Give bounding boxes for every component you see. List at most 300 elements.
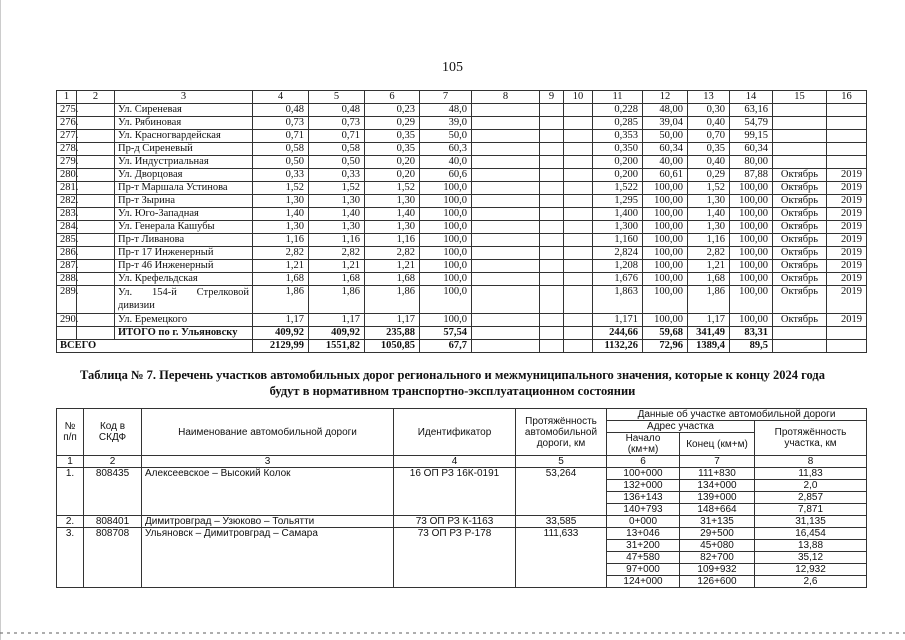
street-name: Ул. Дворцовая — [115, 169, 253, 182]
row-number: 290. — [57, 314, 77, 327]
value-cell: 0,20 — [365, 156, 420, 169]
table-row — [57, 247, 867, 260]
row-number: 282. — [57, 195, 77, 208]
empty-cell — [540, 117, 564, 130]
empty-cell — [540, 314, 564, 327]
empty-cell — [77, 182, 115, 195]
value-cell: 1,52 — [309, 182, 365, 195]
empty-cell — [827, 340, 867, 353]
road-code: 808401 — [84, 516, 142, 528]
value-cell: 0,285 — [593, 117, 643, 130]
empty-cell — [540, 156, 564, 169]
value-cell: 87,88 — [730, 169, 773, 182]
value-cell: 100,0 — [420, 208, 472, 221]
table-row — [57, 182, 867, 195]
row-number: 279. — [57, 156, 77, 169]
empty-cell — [540, 247, 564, 260]
empty-cell — [472, 247, 540, 260]
empty-cell — [564, 286, 593, 314]
section-start: 13+046 — [607, 528, 680, 540]
value-cell: 2,82 — [688, 247, 730, 260]
value-cell: 100,00 — [730, 247, 773, 260]
value-cell: 100,0 — [420, 182, 472, 195]
value-cell: 100,00 — [643, 221, 688, 234]
month-cell — [773, 143, 827, 156]
value-cell: 1,676 — [593, 273, 643, 286]
value-cell: 1,68 — [309, 273, 365, 286]
month-cell: Октябрь — [773, 286, 827, 314]
value-cell: 0,33 — [309, 169, 365, 182]
column-number: 6 — [365, 91, 420, 104]
empty-cell — [564, 169, 593, 182]
section-start: 132+000 — [607, 480, 680, 492]
total-value: 2129,99 — [253, 340, 309, 353]
empty-cell — [77, 273, 115, 286]
year-cell: 2019 — [827, 169, 867, 182]
empty-cell — [564, 143, 593, 156]
value-cell: 1,21 — [309, 260, 365, 273]
column-number: 15 — [773, 91, 827, 104]
column-number: 1 — [57, 91, 77, 104]
row-number: 285. — [57, 234, 77, 247]
year-cell — [827, 117, 867, 130]
value-cell: 40,00 — [643, 156, 688, 169]
column-number: 8 — [472, 91, 540, 104]
value-cell: 100,00 — [730, 182, 773, 195]
column-number: 2 — [77, 91, 115, 104]
column-number: 1 — [57, 456, 84, 468]
section-end: 82+700 — [680, 552, 755, 564]
value-cell: 0,73 — [253, 117, 309, 130]
column-number: 8 — [755, 456, 867, 468]
year-cell: 2019 — [827, 195, 867, 208]
value-cell: 1,40 — [365, 208, 420, 221]
street-name: Пр-д Сиреневый — [115, 143, 253, 156]
total-value: 409,92 — [253, 327, 309, 340]
empty-cell — [472, 327, 540, 340]
empty-cell — [564, 130, 593, 143]
section-end: 29+500 — [680, 528, 755, 540]
value-cell: 1,208 — [593, 260, 643, 273]
table-row — [57, 516, 867, 528]
table-row — [57, 117, 867, 130]
value-cell: 1,86 — [688, 286, 730, 314]
empty-cell — [77, 327, 115, 340]
empty-cell — [564, 104, 593, 117]
section-start: 47+580 — [607, 552, 680, 564]
empty-cell — [773, 340, 827, 353]
section-length: 11,83 — [755, 468, 867, 480]
value-cell: 2,82 — [365, 247, 420, 260]
street-name: Пр-т Ливанова — [115, 234, 253, 247]
row-number: 280. — [57, 169, 77, 182]
section-start: 136+143 — [607, 492, 680, 504]
value-cell: 100,00 — [643, 260, 688, 273]
year-cell: 2019 — [827, 273, 867, 286]
value-cell: 1,52 — [253, 182, 309, 195]
value-cell: 0,350 — [593, 143, 643, 156]
value-cell: 1,16 — [253, 234, 309, 247]
value-cell: 1,68 — [365, 273, 420, 286]
section-start: 97+000 — [607, 564, 680, 576]
section-length: 7,871 — [755, 504, 867, 516]
value-cell: 100,00 — [730, 314, 773, 327]
empty-cell — [77, 104, 115, 117]
row-number: 281. — [57, 182, 77, 195]
empty-cell — [77, 117, 115, 130]
empty-cell — [827, 327, 867, 340]
section-end: 45+080 — [680, 540, 755, 552]
row-number: 278. — [57, 143, 77, 156]
table7-title-line2: будут в нормативном транспортно-эксплуатационном состоянии — [269, 384, 636, 398]
value-cell: 100,0 — [420, 260, 472, 273]
empty-cell — [472, 234, 540, 247]
value-cell: 0,71 — [309, 130, 365, 143]
value-cell: 1,17 — [309, 314, 365, 327]
header-start: Начало (км+м) — [607, 433, 680, 456]
empty-cell — [564, 221, 593, 234]
value-cell: 1,30 — [365, 195, 420, 208]
column-number: 10 — [564, 91, 593, 104]
total-value: 341,49 — [688, 327, 730, 340]
road-length: 53,264 — [516, 468, 607, 516]
road-identifier: 73 ОП РЗ К-1163 — [394, 516, 516, 528]
section-start: 124+000 — [607, 576, 680, 588]
empty-cell — [564, 247, 593, 260]
value-cell: 0,70 — [688, 130, 730, 143]
value-cell: 100,00 — [643, 234, 688, 247]
month-cell: Октябрь — [773, 273, 827, 286]
header-section-length: Протяжённость участка, км — [755, 421, 867, 456]
value-cell: 80,00 — [730, 156, 773, 169]
value-cell: 0,73 — [309, 117, 365, 130]
value-cell: 99,15 — [730, 130, 773, 143]
year-cell — [827, 156, 867, 169]
value-cell: 1,21 — [688, 260, 730, 273]
column-number: 4 — [253, 91, 309, 104]
section-end: 126+600 — [680, 576, 755, 588]
road-code: 808435 — [84, 468, 142, 516]
year-cell — [827, 104, 867, 117]
value-cell: 1,30 — [309, 195, 365, 208]
value-cell: 1,52 — [365, 182, 420, 195]
street-name: Пр-т 46 Инженерный — [115, 260, 253, 273]
month-cell: Октябрь — [773, 247, 827, 260]
month-cell: Октябрь — [773, 182, 827, 195]
table-row — [57, 156, 867, 169]
value-cell: 100,00 — [730, 273, 773, 286]
empty-cell — [472, 156, 540, 169]
section-length: 2,857 — [755, 492, 867, 504]
empty-cell — [77, 247, 115, 260]
value-cell: 100,00 — [730, 234, 773, 247]
table-row — [57, 468, 867, 480]
value-cell: 1,30 — [365, 221, 420, 234]
column-number-row — [57, 456, 867, 468]
value-cell: 0,35 — [365, 143, 420, 156]
row-number: 289. — [57, 286, 77, 314]
header-section-group: Данные об участке автомобильной дороги — [607, 409, 867, 421]
value-cell: 1,522 — [593, 182, 643, 195]
year-cell: 2019 — [827, 247, 867, 260]
section-end: 148+664 — [680, 504, 755, 516]
column-number: 9 — [540, 91, 564, 104]
value-cell: 0,353 — [593, 130, 643, 143]
value-cell: 1,40 — [253, 208, 309, 221]
row-number: 275. — [57, 104, 77, 117]
empty-cell — [564, 314, 593, 327]
empty-cell — [472, 117, 540, 130]
column-number: 11 — [593, 91, 643, 104]
value-cell: 0,58 — [309, 143, 365, 156]
value-cell: 0,200 — [593, 156, 643, 169]
column-number: 12 — [643, 91, 688, 104]
empty-cell — [540, 286, 564, 314]
value-cell: 100,0 — [420, 247, 472, 260]
empty-cell — [564, 195, 593, 208]
empty-cell — [564, 234, 593, 247]
total-value: 89,5 — [730, 340, 773, 353]
value-cell: 0,200 — [593, 169, 643, 182]
empty-cell — [77, 234, 115, 247]
column-number: 3 — [115, 91, 253, 104]
street-name: Пр-т Маршала Устинова — [115, 182, 253, 195]
empty-cell — [564, 182, 593, 195]
month-cell: Октябрь — [773, 195, 827, 208]
value-cell: 60,3 — [420, 143, 472, 156]
value-cell: 1,68 — [688, 273, 730, 286]
empty-cell — [472, 143, 540, 156]
table-row — [57, 528, 867, 540]
section-end: 134+000 — [680, 480, 755, 492]
section-end: 139+000 — [680, 492, 755, 504]
value-cell: 1,86 — [365, 286, 420, 314]
section-length: 12,932 — [755, 564, 867, 576]
value-cell: 100,00 — [643, 247, 688, 260]
table-row — [57, 143, 867, 156]
value-cell: 0,29 — [365, 117, 420, 130]
value-cell: 0,20 — [365, 169, 420, 182]
value-cell: 60,6 — [420, 169, 472, 182]
row-number: 276. — [57, 117, 77, 130]
header-code: Код в СКДФ — [84, 409, 142, 456]
value-cell: 0,58 — [253, 143, 309, 156]
column-number: 2 — [84, 456, 142, 468]
road-identifier: 16 ОП РЗ 16К-0191 — [394, 468, 516, 516]
value-cell: 100,0 — [420, 314, 472, 327]
column-number: 5 — [516, 456, 607, 468]
value-cell: 1,17 — [365, 314, 420, 327]
column-number-row — [57, 91, 867, 104]
year-cell — [827, 143, 867, 156]
value-cell: 0,33 — [253, 169, 309, 182]
empty-cell — [540, 327, 564, 340]
empty-cell — [564, 208, 593, 221]
street-name: Пр-т Зырина — [115, 195, 253, 208]
section-start: 31+200 — [607, 540, 680, 552]
header-end: Конец (км+м) — [680, 433, 755, 456]
row-number: 284. — [57, 221, 77, 234]
value-cell: 1,160 — [593, 234, 643, 247]
value-cell: 2,824 — [593, 247, 643, 260]
street-name: Ул. Генерала Кашубы — [115, 221, 253, 234]
value-cell: 1,30 — [688, 221, 730, 234]
value-cell: 50,00 — [643, 130, 688, 143]
value-cell: 1,16 — [365, 234, 420, 247]
value-cell: 0,23 — [365, 104, 420, 117]
value-cell: 1,40 — [688, 208, 730, 221]
header-road-length: Протяжённость автомобильной дороги, км — [516, 409, 607, 456]
empty-cell — [77, 130, 115, 143]
page-number: 105 — [442, 60, 463, 75]
header-road-name: Наименование автомобильной дороги — [142, 409, 394, 456]
total-value: 409,92 — [309, 327, 365, 340]
value-cell: 1,86 — [309, 286, 365, 314]
value-cell: 0,29 — [688, 169, 730, 182]
section-length: 2,0 — [755, 480, 867, 492]
total-value: 1389,4 — [688, 340, 730, 353]
table-row — [57, 273, 867, 286]
road-code: 808708 — [84, 528, 142, 588]
road-identifier: 73 ОП РЗ Р-178 — [394, 528, 516, 588]
value-cell: 1,40 — [309, 208, 365, 221]
month-cell: Октябрь — [773, 169, 827, 182]
empty-cell — [540, 182, 564, 195]
value-cell: 60,34 — [643, 143, 688, 156]
section-start: 0+000 — [607, 516, 680, 528]
empty-cell — [564, 156, 593, 169]
value-cell: 1,16 — [688, 234, 730, 247]
month-cell — [773, 156, 827, 169]
header-identifier: Идентификатор — [394, 409, 516, 456]
empty-cell — [564, 340, 593, 353]
value-cell: 0,71 — [253, 130, 309, 143]
empty-cell — [472, 104, 540, 117]
empty-cell — [540, 130, 564, 143]
road-name: Димитровград – Узюково – Тольятти — [142, 516, 394, 528]
section-start: 140+793 — [607, 504, 680, 516]
road-length: 111,633 — [516, 528, 607, 588]
empty-cell — [540, 169, 564, 182]
section-length: 31,135 — [755, 516, 867, 528]
section-length: 2,6 — [755, 576, 867, 588]
header-num: № п/п — [57, 409, 84, 456]
value-cell: 0,30 — [688, 104, 730, 117]
total-value: 1551,82 — [309, 340, 365, 353]
total-value: 1132,26 — [593, 340, 643, 353]
total-value: 59,68 — [643, 327, 688, 340]
empty-cell — [472, 169, 540, 182]
value-cell: 0,50 — [253, 156, 309, 169]
column-number: 13 — [688, 91, 730, 104]
total-value: 72,96 — [643, 340, 688, 353]
value-cell: 0,40 — [688, 117, 730, 130]
empty-cell — [540, 273, 564, 286]
year-cell: 2019 — [827, 260, 867, 273]
table-row — [57, 130, 867, 143]
column-number: 7 — [420, 91, 472, 104]
table7-title-line1: Таблица № 7. Перечень участков автомобильных дорог регионального и межмуниципального значения, которые к концу 2024 года — [79, 368, 826, 382]
value-cell: 1,21 — [365, 260, 420, 273]
row-number: 287. — [57, 260, 77, 273]
section-end: 111+830 — [680, 468, 755, 480]
total-value: 57,54 — [420, 327, 472, 340]
value-cell: 100,00 — [730, 208, 773, 221]
value-cell: 100,0 — [420, 273, 472, 286]
value-cell: 100,00 — [643, 182, 688, 195]
section-length: 35,12 — [755, 552, 867, 564]
month-cell — [773, 117, 827, 130]
row-number: 277. — [57, 130, 77, 143]
value-cell: 1,30 — [253, 195, 309, 208]
column-number: 3 — [142, 456, 394, 468]
table-row — [57, 314, 867, 327]
empty-cell — [472, 314, 540, 327]
empty-cell — [773, 327, 827, 340]
value-cell: 100,0 — [420, 286, 472, 314]
empty-cell — [77, 156, 115, 169]
total-value: 1050,85 — [365, 340, 420, 353]
value-cell: 1,68 — [253, 273, 309, 286]
total-value: 83,31 — [730, 327, 773, 340]
column-number: 6 — [607, 456, 680, 468]
section-start: 100+000 — [607, 468, 680, 480]
month-cell: Октябрь — [773, 221, 827, 234]
scan-bottom-edge — [0, 632, 905, 634]
month-cell: Октябрь — [773, 234, 827, 247]
table-row — [57, 104, 867, 117]
value-cell: 100,00 — [643, 195, 688, 208]
road-number: 1. — [57, 468, 84, 516]
value-cell: 0,48 — [309, 104, 365, 117]
empty-cell — [564, 260, 593, 273]
street-name: Ул. Юго-Западная — [115, 208, 253, 221]
street-name: Ул. Крефельдская — [115, 273, 253, 286]
month-cell: Октябрь — [773, 208, 827, 221]
value-cell: 1,295 — [593, 195, 643, 208]
value-cell: 39,0 — [420, 117, 472, 130]
value-cell: 0,40 — [688, 156, 730, 169]
value-cell: 63,16 — [730, 104, 773, 117]
empty-cell — [77, 195, 115, 208]
total-value: 244,66 — [593, 327, 643, 340]
value-cell: 40,0 — [420, 156, 472, 169]
value-cell: 1,21 — [253, 260, 309, 273]
empty-cell — [564, 117, 593, 130]
empty-cell — [77, 286, 115, 314]
value-cell: 60,34 — [730, 143, 773, 156]
table-row — [57, 286, 867, 314]
empty-cell — [77, 208, 115, 221]
month-cell — [773, 130, 827, 143]
year-cell: 2019 — [827, 208, 867, 221]
value-cell: 0,35 — [365, 130, 420, 143]
empty-cell — [540, 234, 564, 247]
total-value: 235,88 — [365, 327, 420, 340]
empty-cell — [472, 340, 540, 353]
year-cell: 2019 — [827, 234, 867, 247]
year-cell — [827, 130, 867, 143]
empty-cell — [472, 130, 540, 143]
empty-cell — [472, 208, 540, 221]
value-cell: 50,0 — [420, 130, 472, 143]
empty-cell — [77, 143, 115, 156]
subtotal-label: ИТОГО по г. Ульяновску — [115, 327, 253, 340]
roads-table-continued — [56, 90, 867, 353]
row-number: 288. — [57, 273, 77, 286]
year-cell: 2019 — [827, 314, 867, 327]
street-name: Ул. Рябиновая — [115, 117, 253, 130]
